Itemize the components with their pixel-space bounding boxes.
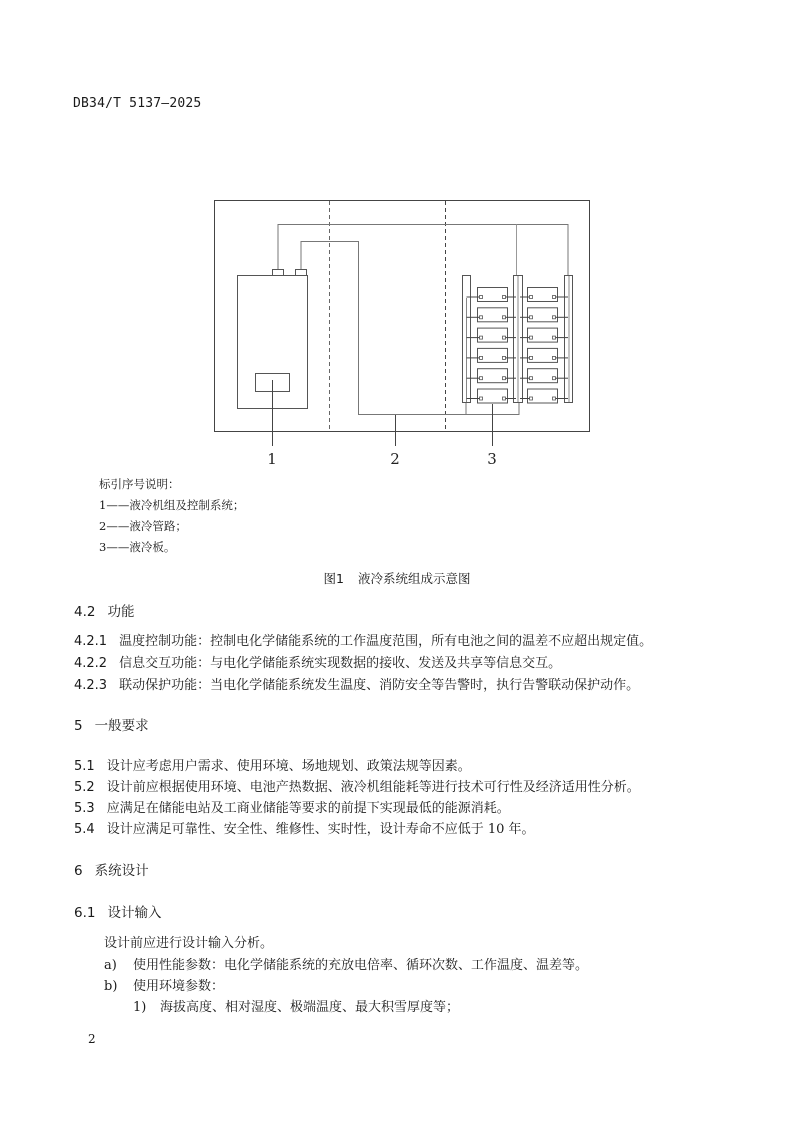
figure-number: 图1 bbox=[323, 571, 344, 586]
clause-5-4 bbox=[74, 818, 535, 837]
port-icon bbox=[503, 377, 506, 380]
inlet-connector bbox=[296, 270, 307, 276]
list-marker: 1) bbox=[133, 1000, 147, 1015]
clause-number: 4.2.2 bbox=[74, 656, 108, 671]
clause-5-2 bbox=[74, 776, 640, 795]
section-number: 4.2 bbox=[74, 604, 96, 620]
section-title: 一般要求 bbox=[94, 718, 149, 734]
battery-module bbox=[478, 369, 508, 383]
section-number: 6.1 bbox=[74, 905, 96, 921]
clause-number: 4.2.1 bbox=[74, 634, 108, 649]
callout-3: 3 bbox=[487, 450, 497, 468]
battery-module bbox=[528, 328, 558, 342]
port-icon bbox=[553, 397, 556, 400]
port-icon bbox=[553, 356, 556, 359]
port-icon bbox=[480, 296, 483, 299]
clause-text: 应满足在储能电站及工商业储能等要求的前提下实现最低的能源消耗。 bbox=[106, 801, 510, 816]
figure-caption bbox=[0, 569, 794, 587]
legend-item-3: 3——液冷板。 bbox=[99, 540, 176, 554]
port-icon bbox=[530, 336, 533, 339]
section-title: 功能 bbox=[107, 604, 135, 620]
clause-text: 设计应满足可靠性、安全性、维修性、实时性，设计寿命不应低于 10 年。 bbox=[106, 822, 535, 837]
section-heading-4-2 bbox=[74, 600, 134, 620]
port-icon bbox=[503, 397, 506, 400]
section-heading-5 bbox=[74, 714, 149, 734]
supply-pipe bbox=[278, 225, 568, 276]
cold-plate-rack bbox=[467, 288, 569, 404]
clause-number: 5.4 bbox=[74, 822, 95, 837]
battery-module bbox=[528, 369, 558, 383]
liquid-cooling-diagram bbox=[0, 0, 794, 480]
clause-text: 联动保护功能：当电化学储能系统发生温度、消防安全等告警时，执行告警联动保护动作。 bbox=[119, 678, 640, 693]
port-icon bbox=[503, 356, 506, 359]
clause-4-2-1 bbox=[74, 630, 652, 649]
legend-item-1: 1——液冷机组及控制系统； bbox=[99, 498, 245, 512]
list-marker: a) bbox=[104, 958, 117, 973]
section-heading-6-1 bbox=[74, 901, 161, 921]
battery-module bbox=[528, 348, 558, 362]
list-item-a bbox=[104, 954, 588, 973]
battery-module bbox=[528, 288, 558, 302]
port-icon bbox=[530, 316, 533, 319]
port-icon bbox=[503, 316, 506, 319]
list-text: 使用环境参数： bbox=[133, 979, 225, 994]
callout-2: 2 bbox=[390, 450, 400, 468]
port-icon bbox=[480, 316, 483, 319]
section-heading-6 bbox=[74, 859, 149, 879]
clause-text: 设计应考虑用户需求、使用环境、场地规划、政策法规等因素。 bbox=[106, 759, 471, 774]
clause-number: 5.2 bbox=[74, 780, 95, 795]
clause-5-3 bbox=[74, 797, 510, 816]
port-icon bbox=[553, 296, 556, 299]
clause-number: 4.2.3 bbox=[74, 678, 108, 693]
port-icon bbox=[480, 356, 483, 359]
battery-module bbox=[528, 389, 558, 403]
battery-module bbox=[478, 348, 508, 362]
section-number: 5 bbox=[74, 718, 83, 734]
list-subitem-1 bbox=[133, 996, 459, 1015]
port-icon bbox=[530, 356, 533, 359]
battery-module bbox=[478, 389, 508, 403]
callout-1: 1 bbox=[267, 450, 277, 468]
section-number: 6 bbox=[74, 863, 83, 879]
port-icon bbox=[503, 336, 506, 339]
port-icon bbox=[480, 377, 483, 380]
figure-title: 液冷系统组成示意图 bbox=[357, 571, 471, 586]
battery-module bbox=[528, 308, 558, 322]
clause-text: 设计前应根据使用环境、电池产热数据、液冷机组能耗等进行技术可行性及经济适用性分析。 bbox=[106, 780, 640, 795]
design-input-intro: 设计前应进行设计输入分析。 bbox=[104, 936, 274, 951]
port-icon bbox=[530, 296, 533, 299]
battery-module bbox=[478, 328, 508, 342]
battery-module bbox=[478, 288, 508, 302]
port-icon bbox=[553, 377, 556, 380]
port-icon bbox=[553, 336, 556, 339]
port-icon bbox=[530, 397, 533, 400]
clause-5-1 bbox=[74, 755, 471, 774]
section-title: 设计输入 bbox=[107, 905, 162, 921]
section-title: 系统设计 bbox=[94, 863, 149, 879]
diagram-frame bbox=[215, 201, 590, 432]
list-marker: b) bbox=[104, 979, 118, 994]
legend-title: 标引序号说明： bbox=[99, 477, 180, 491]
port-icon bbox=[553, 316, 556, 319]
clause-number: 5.3 bbox=[74, 801, 95, 816]
port-icon bbox=[480, 397, 483, 400]
clause-text: 信息交互功能：与电化学储能系统实现数据的接收、发送及共享等信息交互。 bbox=[119, 656, 562, 671]
outlet-connector bbox=[273, 270, 284, 276]
port-icon bbox=[480, 336, 483, 339]
clause-number: 5.1 bbox=[74, 759, 95, 774]
list-item-b bbox=[104, 975, 224, 994]
clause-text: 温度控制功能：控制电化学储能系统的工作温度范围，所有电池之间的温差不应超出规定值。 bbox=[119, 634, 653, 649]
standard-code: DB34/T 5137—2025 bbox=[73, 96, 202, 111]
port-icon bbox=[530, 377, 533, 380]
legend-item-2: 2——液冷管路； bbox=[99, 519, 187, 533]
clause-4-2-3 bbox=[74, 674, 639, 693]
port-icon bbox=[503, 296, 506, 299]
clause-4-2-2 bbox=[74, 652, 561, 671]
list-text: 海拔高度、相对湿度、极端温度、最大积雪厚度等； bbox=[160, 1000, 460, 1015]
battery-module bbox=[478, 308, 508, 322]
page-number: 2 bbox=[88, 1032, 96, 1046]
list-text: 使用性能参数：电化学储能系统的充放电倍率、循环次数、工作温度、温差等。 bbox=[133, 958, 589, 973]
